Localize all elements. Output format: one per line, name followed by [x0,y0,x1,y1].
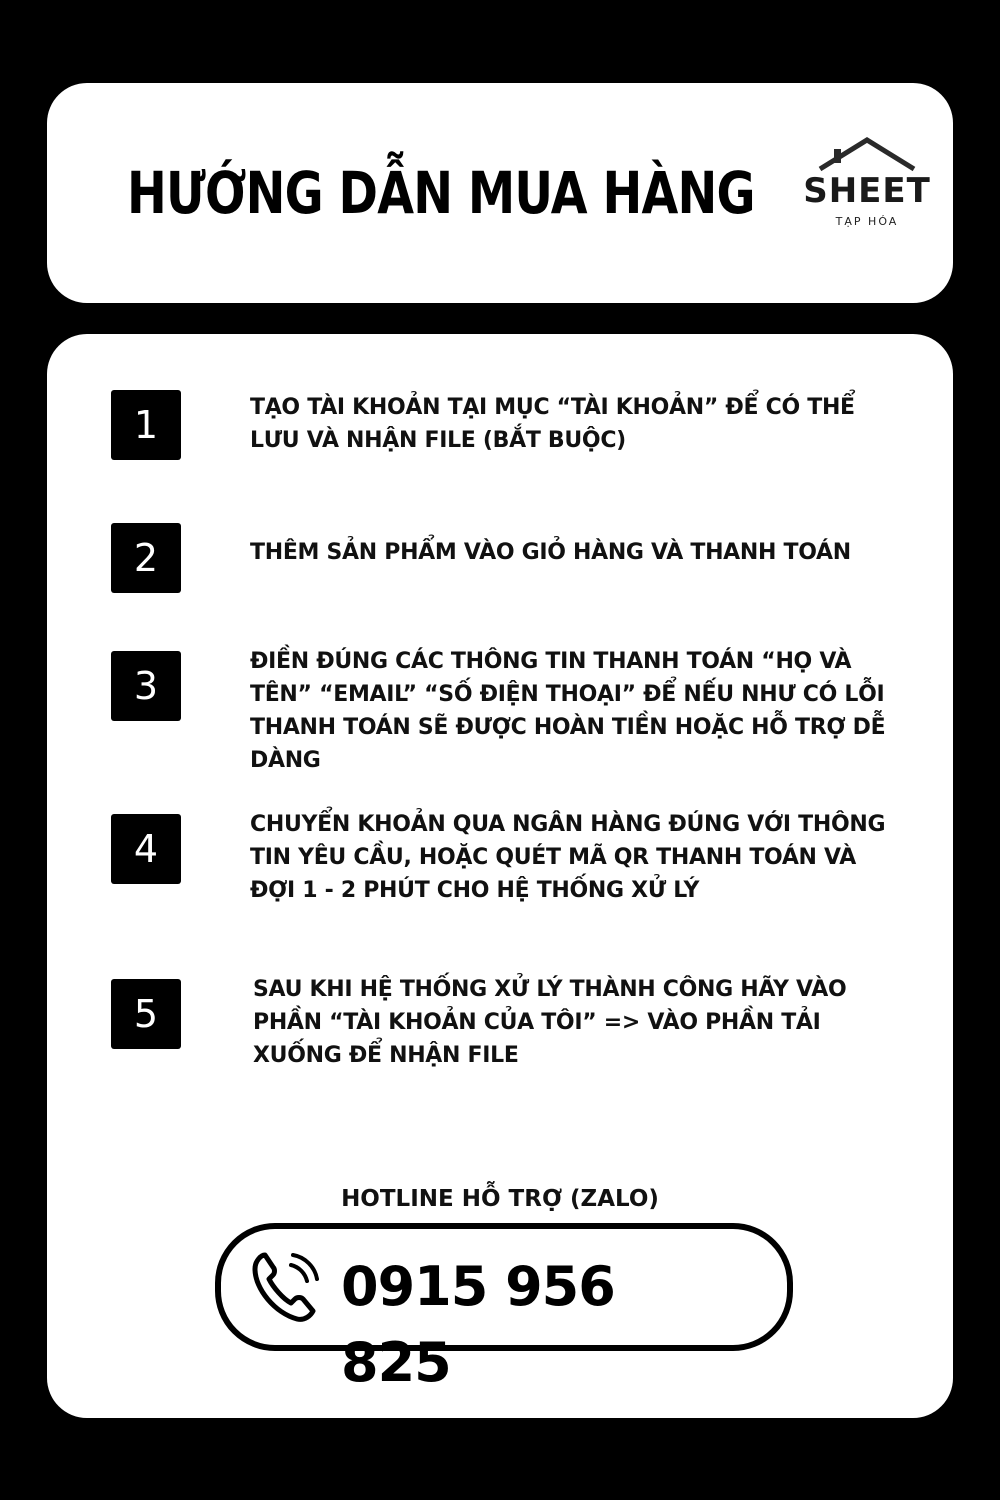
phone-ringing-icon [251,1251,321,1323]
step-number-badge: 4 [111,814,181,884]
logo-name: SHEET [803,171,931,211]
step-number-badge: 1 [111,390,181,460]
step-text: SAU KHI HỆ THỐNG XỬ LÝ THÀNH CÔNG HÃY VÀO PHẦN “TÀI KHOẢN CỦA TÔI” => VÀO PHẦN TẢI XUỐNG ĐỂ NHẬN FILE [253,977,847,1068]
instructions-card [47,334,953,1418]
hotline-phone-button[interactable] [215,1223,793,1394]
step-number-badge: 2 [111,523,181,593]
step-text: ĐIỀN ĐÚNG CÁC THÔNG TIN THANH TOÁN “HỌ VÀ TÊN” “EMAIL” “SỐ ĐIỆN THOẠI” ĐỂ NẾU NHƯ CÓ LỖI THANH TOÁN SẼ ĐƯỢC HOÀN TIỀN HOẶC HỖ TRỢ DỄ DÀNG [250,649,886,773]
step-text: TẠO TÀI KHOẢN TẠI MỤC “TÀI KHOẢN” ĐỂ CÓ THỂ LƯU VÀ NHẬN FILE (BẮT BUỘC) [250,395,855,453]
sheet-logo [802,135,932,235]
step-text: CHUYỂN KHOẢN QUA NGÂN HÀNG ĐÚNG VỚI THÔNG TIN YÊU CẦU, HOẶC QUÉT MÃ QR THANH TOÁN VÀ ĐỢI 1 - 2 PHÚT CHO HỆ THỐNG XỬ LÝ [250,812,886,903]
hotline-phone-number[interactable]: 0915 956 825 [341,1255,615,1394]
logo-subtitle: TẠP HÓA [835,215,899,228]
step-number-badge: 5 [111,979,181,1049]
page-title: HƯỚNG DẪN MUA HÀNG [127,159,755,227]
header-card [47,83,953,303]
step-text: THÊM SẢN PHẨM VÀO GIỎ HÀNG VÀ THANH TOÁN [250,540,851,565]
step-number-badge: 3 [111,651,181,721]
house-roof-icon [812,135,922,175]
hotline-label: HOTLINE HỖ TRỢ (ZALO) [341,1186,659,1212]
